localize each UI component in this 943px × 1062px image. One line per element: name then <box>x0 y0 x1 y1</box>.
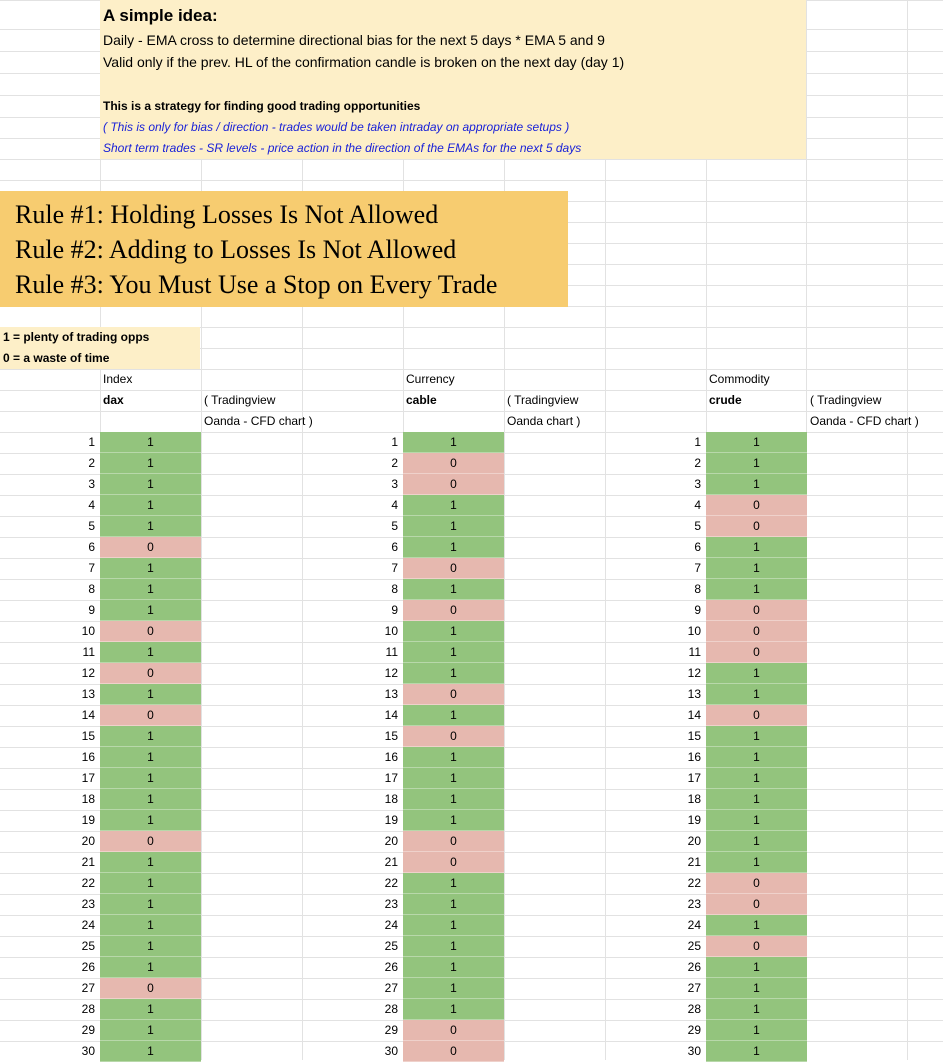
cable-value-cell[interactable]: 1 <box>403 936 504 957</box>
dax-value-cell[interactable]: 1 <box>100 579 201 600</box>
dax-value-cell[interactable]: 0 <box>100 705 201 726</box>
cable-value-cell[interactable]: 1 <box>403 579 504 600</box>
row-number: 26 <box>384 960 398 974</box>
crude-value-cell[interactable]: 0 <box>706 894 807 915</box>
dax-value-cell[interactable]: 1 <box>100 474 201 495</box>
row-number: 15 <box>81 729 95 743</box>
row-number: 10 <box>81 624 95 638</box>
crude-value-cell[interactable]: 0 <box>706 621 807 642</box>
dax-value-cell[interactable]: 1 <box>100 852 201 873</box>
row-number: 16 <box>81 750 95 764</box>
dax-value-cell[interactable]: 1 <box>100 684 201 705</box>
index-category: Index <box>103 372 133 386</box>
crude-value-cell[interactable]: 1 <box>706 537 807 558</box>
row-number: 8 <box>391 582 398 596</box>
dax-value-cell[interactable]: 1 <box>100 999 201 1020</box>
row-number: 4 <box>88 498 95 512</box>
cable-value-cell[interactable]: 1 <box>403 789 504 810</box>
rule-2: Rule #2: Adding to Losses Is Not Allowed <box>15 235 457 264</box>
cable-value-cell[interactable]: 0 <box>403 1041 504 1062</box>
row-number: 23 <box>687 897 701 911</box>
dax-value-cell[interactable]: 1 <box>100 768 201 789</box>
crude-value-cell[interactable]: 1 <box>706 1020 807 1041</box>
row-number: 12 <box>384 666 398 680</box>
row-number: 17 <box>687 771 701 785</box>
row-number: 29 <box>81 1023 95 1037</box>
row-number: 2 <box>694 456 701 470</box>
row-number: 17 <box>384 771 398 785</box>
index-source-2: Oanda - CFD chart ) <box>204 414 313 428</box>
crude-value-cell[interactable]: 1 <box>706 726 807 747</box>
commodity-source-1: ( Tradingview <box>810 393 882 407</box>
cable-value-cell[interactable]: 1 <box>403 705 504 726</box>
row-number: 5 <box>694 519 701 533</box>
row-number: 11 <box>688 645 701 659</box>
row-number: 24 <box>81 918 95 932</box>
crude-value-cell[interactable]: 1 <box>706 432 807 453</box>
row-number: 11 <box>385 645 398 659</box>
dax-value-cell[interactable]: 0 <box>100 831 201 852</box>
row-number: 29 <box>687 1023 701 1037</box>
dax-value-cell[interactable]: 1 <box>100 642 201 663</box>
commodity-category: Commodity <box>709 372 770 386</box>
row-number: 19 <box>81 813 95 827</box>
row-number: 23 <box>81 897 95 911</box>
row-number: 1 <box>694 435 701 449</box>
row-number: 5 <box>88 519 95 533</box>
row-number: 21 <box>81 855 95 869</box>
cable-value-cell[interactable]: 1 <box>403 768 504 789</box>
row-number: 3 <box>391 477 398 491</box>
dax-value-cell[interactable]: 1 <box>100 726 201 747</box>
crude-value-cell[interactable]: 1 <box>706 558 807 579</box>
crude-value-cell[interactable]: 1 <box>706 810 807 831</box>
row-number: 20 <box>81 834 95 848</box>
row-number: 14 <box>81 708 95 722</box>
row-number: 5 <box>391 519 398 533</box>
dax-value-cell[interactable]: 1 <box>100 453 201 474</box>
dax-value-cell[interactable]: 0 <box>100 621 201 642</box>
row-number: 7 <box>694 561 701 575</box>
dax-value-cell[interactable]: 1 <box>100 1020 201 1041</box>
row-number: 4 <box>391 498 398 512</box>
crude-value-cell[interactable]: 0 <box>706 495 807 516</box>
row-number: 3 <box>694 477 701 491</box>
row-number: 22 <box>687 876 701 890</box>
legend-one: 1 = plenty of trading opps <box>0 327 200 348</box>
row-number: 13 <box>81 687 95 701</box>
crude-value-cell[interactable]: 1 <box>706 747 807 768</box>
rule-3: Rule #3: You Must Use a Stop on Every Trade <box>15 270 498 299</box>
rule-1: Rule #1: Holding Losses Is Not Allowed <box>15 200 439 229</box>
row-number: 10 <box>687 624 701 638</box>
cable-value-cell[interactable]: 0 <box>403 684 504 705</box>
note-2: Short term trades - SR levels - price action in the direction of the EMAs for the next 5 days <box>103 141 582 155</box>
currency-source-1: ( Tradingview <box>507 393 579 407</box>
grid-col-line <box>907 0 908 1060</box>
row-number: 25 <box>687 939 701 953</box>
row-number: 18 <box>384 792 398 806</box>
crude-value-cell[interactable]: 0 <box>706 642 807 663</box>
header-line-2: Valid only if the prev. HL of the confirmation candle is broken on the next day (day 1) <box>103 54 625 70</box>
row-number: 24 <box>384 918 398 932</box>
grid-col-line <box>201 0 202 1060</box>
index-instrument: dax <box>103 393 124 407</box>
grid-row-line <box>0 159 943 160</box>
dax-value-cell[interactable]: 0 <box>100 978 201 999</box>
cable-value-cell[interactable]: 1 <box>403 495 504 516</box>
row-number: 30 <box>687 1044 701 1058</box>
crude-value-cell[interactable]: 1 <box>706 684 807 705</box>
cable-value-cell[interactable]: 1 <box>403 663 504 684</box>
row-number: 1 <box>391 435 398 449</box>
grid-row-line <box>0 180 943 181</box>
row-number: 4 <box>694 498 701 512</box>
row-number: 2 <box>391 456 398 470</box>
row-number: 21 <box>687 855 701 869</box>
cable-value-cell[interactable]: 1 <box>403 957 504 978</box>
currency-category: Currency <box>406 372 455 386</box>
header-title: A simple idea: <box>103 6 218 25</box>
row-number: 7 <box>88 561 95 575</box>
row-number: 28 <box>81 1002 95 1016</box>
row-number: 16 <box>384 750 398 764</box>
row-number: 25 <box>81 939 95 953</box>
crude-value-cell[interactable]: 0 <box>706 600 807 621</box>
row-number: 6 <box>391 540 398 554</box>
dax-value-cell[interactable]: 1 <box>100 810 201 831</box>
crude-value-cell[interactable]: 1 <box>706 789 807 810</box>
row-number: 29 <box>384 1023 398 1037</box>
row-number: 12 <box>687 666 701 680</box>
crude-value-cell[interactable]: 1 <box>706 474 807 495</box>
grid-row-line <box>0 411 943 412</box>
row-number: 28 <box>687 1002 701 1016</box>
crude-value-cell[interactable]: 1 <box>706 852 807 873</box>
row-number: 14 <box>384 708 398 722</box>
row-number: 12 <box>81 666 95 680</box>
rules-box <box>0 191 568 307</box>
dax-value-cell[interactable]: 1 <box>100 516 201 537</box>
row-number: 9 <box>391 603 398 617</box>
row-number: 13 <box>384 687 398 701</box>
dax-value-cell[interactable]: 0 <box>100 537 201 558</box>
cable-value-cell[interactable]: 1 <box>403 516 504 537</box>
currency-source-2: Oanda chart ) <box>507 414 581 428</box>
crude-value-cell[interactable]: 1 <box>706 768 807 789</box>
crude-value-cell[interactable]: 0 <box>706 873 807 894</box>
row-number: 8 <box>694 582 701 596</box>
cable-value-cell[interactable]: 1 <box>403 621 504 642</box>
row-number: 2 <box>88 456 95 470</box>
row-number: 13 <box>687 687 701 701</box>
row-number: 10 <box>384 624 398 638</box>
crude-value-cell[interactable]: 1 <box>706 579 807 600</box>
row-number: 7 <box>391 561 398 575</box>
row-number: 6 <box>694 540 701 554</box>
cable-value-cell[interactable]: 0 <box>403 558 504 579</box>
crude-value-cell[interactable]: 1 <box>706 978 807 999</box>
row-number: 20 <box>687 834 701 848</box>
cable-value-cell[interactable]: 1 <box>403 537 504 558</box>
row-number: 9 <box>694 603 701 617</box>
cable-value-cell[interactable]: 1 <box>403 999 504 1020</box>
row-number: 26 <box>81 960 95 974</box>
cable-value-cell[interactable]: 1 <box>403 915 504 936</box>
commodity-instrument: crude <box>709 393 742 407</box>
cable-value-cell[interactable]: 1 <box>403 642 504 663</box>
crude-value-cell[interactable]: 1 <box>706 915 807 936</box>
index-source-1: ( Tradingview <box>204 393 276 407</box>
crude-value-cell[interactable]: 1 <box>706 831 807 852</box>
dax-value-cell[interactable]: 1 <box>100 432 201 453</box>
legend-zero: 0 = a waste of time <box>0 348 200 369</box>
commodity-source-2: Oanda - CFD chart ) <box>810 414 919 428</box>
row-number: 30 <box>81 1044 95 1058</box>
dax-value-cell[interactable]: 1 <box>100 957 201 978</box>
row-number: 9 <box>88 603 95 617</box>
cable-value-cell[interactable]: 0 <box>403 726 504 747</box>
row-number: 8 <box>88 582 95 596</box>
row-number: 30 <box>384 1044 398 1058</box>
row-number: 15 <box>384 729 398 743</box>
crude-value-cell[interactable]: 1 <box>706 1041 807 1062</box>
row-number: 14 <box>687 708 701 722</box>
row-number: 18 <box>687 792 701 806</box>
row-number: 27 <box>81 981 95 995</box>
row-number: 3 <box>88 477 95 491</box>
cable-value-cell[interactable]: 0 <box>403 474 504 495</box>
dax-value-cell[interactable]: 1 <box>100 789 201 810</box>
cable-value-cell[interactable]: 1 <box>403 747 504 768</box>
row-number: 21 <box>384 855 398 869</box>
cable-value-cell[interactable]: 1 <box>403 810 504 831</box>
cable-value-cell[interactable]: 1 <box>403 978 504 999</box>
crude-value-cell[interactable]: 1 <box>706 453 807 474</box>
crude-value-cell[interactable]: 0 <box>706 516 807 537</box>
dax-value-cell[interactable]: 1 <box>100 873 201 894</box>
row-number: 11 <box>82 645 95 659</box>
cable-value-cell[interactable]: 0 <box>403 600 504 621</box>
crude-value-cell[interactable]: 0 <box>706 936 807 957</box>
dax-value-cell[interactable]: 1 <box>100 915 201 936</box>
dax-value-cell[interactable]: 1 <box>100 600 201 621</box>
row-number: 19 <box>384 813 398 827</box>
header-line-1: Daily - EMA cross to determine directional bias for the next 5 days * EMA 5 and 9 <box>103 32 605 48</box>
cable-value-cell[interactable]: 0 <box>403 852 504 873</box>
row-number: 19 <box>687 813 701 827</box>
cable-value-cell[interactable]: 0 <box>403 453 504 474</box>
cable-value-cell[interactable]: 1 <box>403 432 504 453</box>
crude-value-cell[interactable]: 1 <box>706 999 807 1020</box>
dax-value-cell[interactable]: 0 <box>100 663 201 684</box>
grid-row-line <box>0 390 943 391</box>
row-number: 25 <box>384 939 398 953</box>
dax-value-cell[interactable]: 1 <box>100 495 201 516</box>
dax-value-cell[interactable]: 1 <box>100 936 201 957</box>
dax-value-cell[interactable]: 1 <box>100 894 201 915</box>
row-number: 17 <box>81 771 95 785</box>
note-1: ( This is only for bias / direction - trades would be taken intraday on appropriate setups ) <box>103 120 570 134</box>
dax-value-cell[interactable]: 1 <box>100 558 201 579</box>
row-number: 27 <box>687 981 701 995</box>
grid-col-line <box>504 0 505 1060</box>
row-number: 26 <box>687 960 701 974</box>
row-number: 22 <box>81 876 95 890</box>
grid-row-line <box>0 369 943 370</box>
cable-value-cell[interactable]: 1 <box>403 873 504 894</box>
row-number: 6 <box>88 540 95 554</box>
row-number: 27 <box>384 981 398 995</box>
cable-value-cell[interactable]: 0 <box>403 831 504 852</box>
cable-value-cell[interactable]: 1 <box>403 894 504 915</box>
row-number: 15 <box>687 729 701 743</box>
row-number: 1 <box>88 435 95 449</box>
dax-value-cell[interactable]: 1 <box>100 747 201 768</box>
row-number: 18 <box>81 792 95 806</box>
row-number: 20 <box>384 834 398 848</box>
crude-value-cell[interactable]: 1 <box>706 663 807 684</box>
crude-value-cell[interactable]: 1 <box>706 957 807 978</box>
crude-value-cell[interactable]: 0 <box>706 705 807 726</box>
dax-value-cell[interactable]: 1 <box>100 1041 201 1062</box>
row-number: 22 <box>384 876 398 890</box>
row-number: 24 <box>687 918 701 932</box>
strategy-text: This is a strategy for finding good trading opportunities <box>103 99 421 113</box>
cable-value-cell[interactable]: 0 <box>403 1020 504 1041</box>
row-number: 23 <box>384 897 398 911</box>
currency-instrument: cable <box>406 393 437 407</box>
row-number: 28 <box>384 1002 398 1016</box>
row-number: 16 <box>687 750 701 764</box>
